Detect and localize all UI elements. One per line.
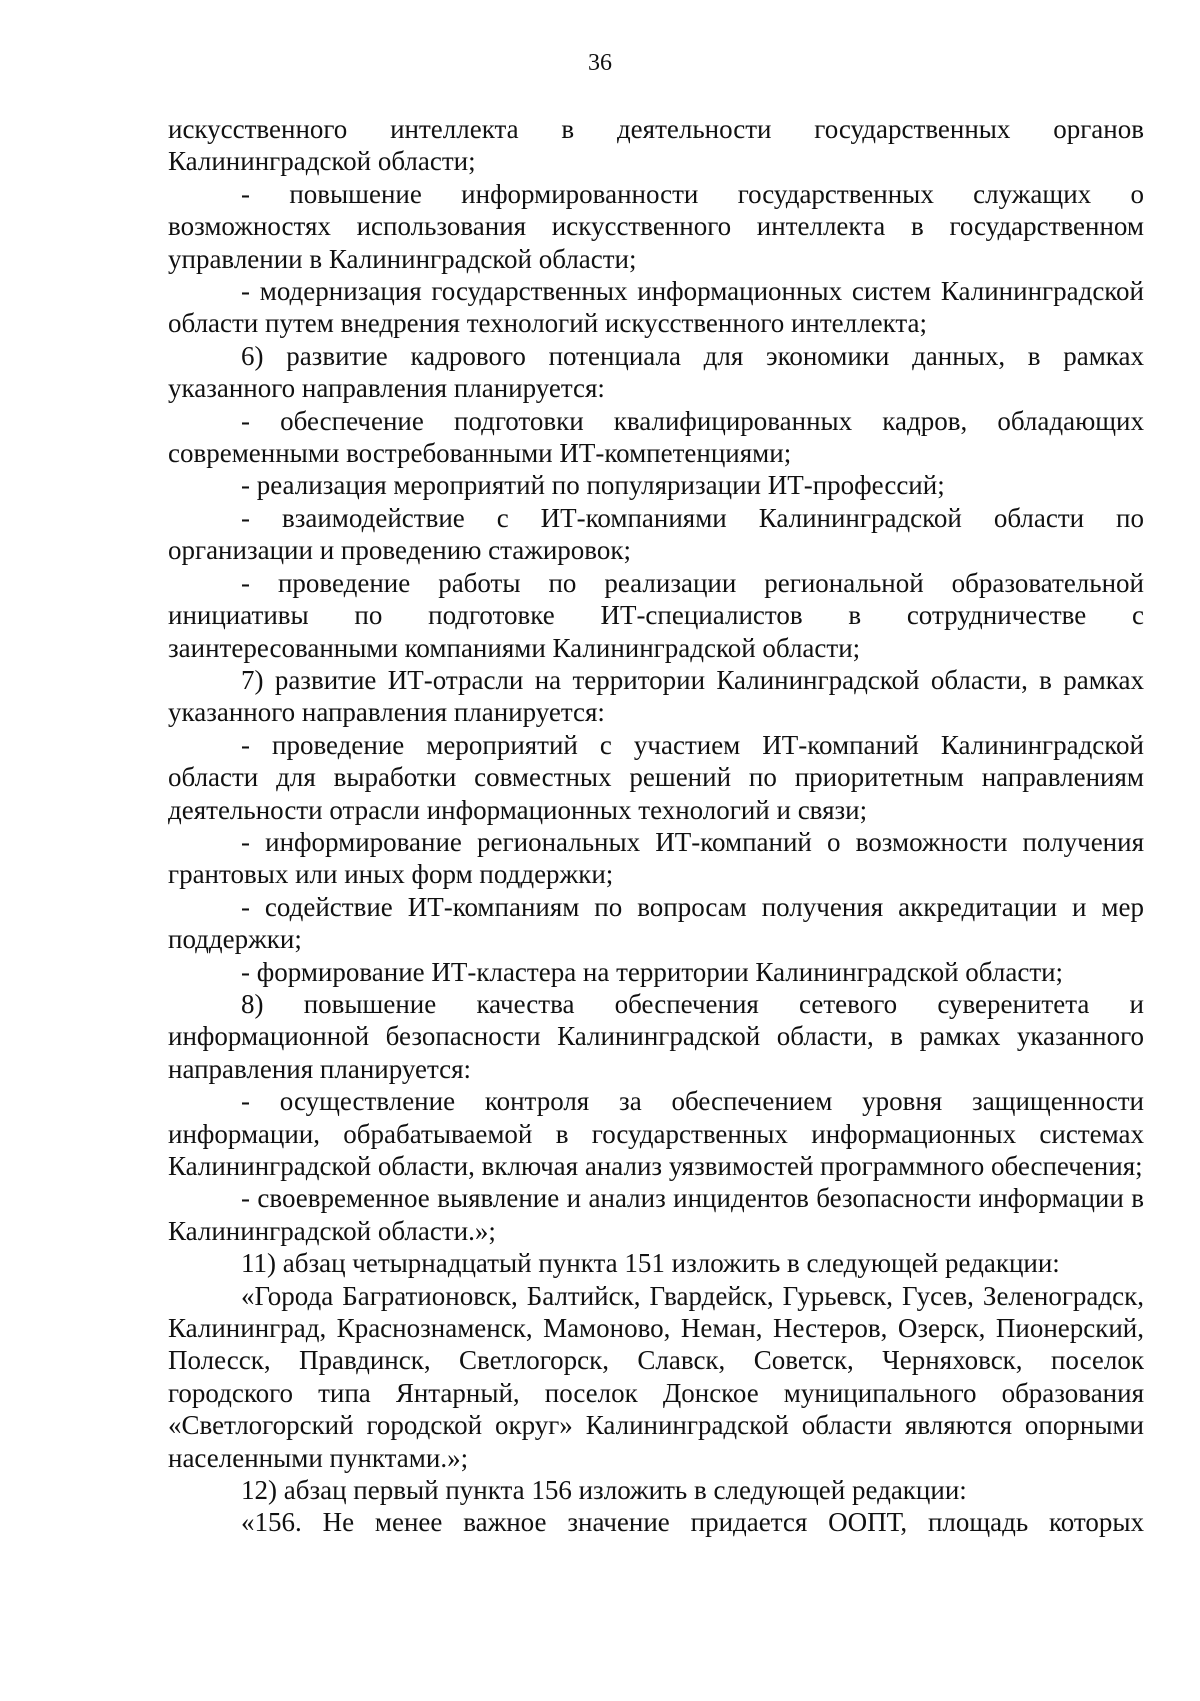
paragraph-16: - своевременное выявление и анализ инцидентов безопасности информации в Калининградской области.»; <box>168 1183 1144 1246</box>
paragraph-14: 8) повышение качества обеспечения сетевого суверенитета и информационной безопасности Калининградской области, в рамках указанного направления планируется: <box>168 988 1144 1084</box>
paragraph-11: - информирование региональных ИТ-компаний о возможности получения грантовых или иных форм поддержки; <box>168 826 1144 890</box>
paragraph-7: - взаимодействие с ИТ-компаниями Калининградской области по организации и проведению стажировок; <box>168 502 1144 566</box>
paragraph-2: - повышение информированности государственных служащих о возможностях использования искусственного интеллекта в государственном управлении в Калининградской области; <box>168 178 1144 274</box>
paragraph-1: искусственного интеллекта в деятельности государственных органов Калининградской области; <box>168 114 1144 177</box>
page-number: 36 <box>588 50 612 76</box>
paragraph-12: - содействие ИТ-компаниям по вопросам получения аккредитации и мер поддержки; <box>168 891 1144 955</box>
paragraph-9: 7) развитие ИТ-отрасли на территории Калининградской области, в рамках указанного направления планируется: <box>168 664 1144 728</box>
paragraph-20: «156. Не менее важное значение придается ООПТ, площадь которых <box>241 1507 1144 1538</box>
paragraph-5: - обеспечение подготовки квалифицированных кадров, обладающих современными востребованными ИТ-компетенциями; <box>168 405 1144 469</box>
paragraph-19: 12) абзац первый пункта 156 изложить в следующей редакции: <box>241 1475 967 1506</box>
paragraph-6: - реализация мероприятий по популяризации ИТ-профессий; <box>241 470 945 501</box>
document-body <box>168 113 1144 1539</box>
paragraph-8: - проведение работы по реализации региональной образовательной инициативы по подготовке ИТ-специалистов в сотрудничестве с заинтересованными компаниями Калининградской области; <box>168 567 1144 663</box>
paragraph-18: «Города Багратионовск, Балтийск, Гвардейск, Гурьевск, Гусев, Зеленоградск, Калининград, Краснознаменск, Мамоново, Неман, Нестеров, Озерск, Пионерский, Полесск, Правдинск, Светлогорск, Славск, Советск, Черняховск, поселок городского типа Янтарный, поселок Донское муниципального образования «Светлогорский городской округ» Калининградской области являются опорными населенными пунктами.»; <box>168 1280 1144 1473</box>
paragraph-4: 6) развитие кадрового потенциала для экономики данных, в рамках указанного направления планируется: <box>168 340 1144 404</box>
paragraph-15: - осуществление контроля за обеспечением уровня защищенности информации, обрабатываемой в государственных информационных системах Калининградской области, включая анализ уязвимостей программного обеспечения; <box>168 1086 1144 1181</box>
paragraph-10: - проведение мероприятий с участием ИТ-компаний Калининградской области для выработки совместных решений по приоритетным направлениям деятельности отрасли информационных технологий и связи; <box>168 729 1144 825</box>
paragraph-3: - модернизация государственных информационных систем Калининградской области путем внедрения технологий искусственного интеллекта; <box>168 276 1144 339</box>
paragraph-17: 11) абзац четырнадцатый пункта 151 изложить в следующей редакции: <box>241 1248 1060 1279</box>
paragraph-13: - формирование ИТ-кластера на территории Калининградской области; <box>241 956 1064 987</box>
